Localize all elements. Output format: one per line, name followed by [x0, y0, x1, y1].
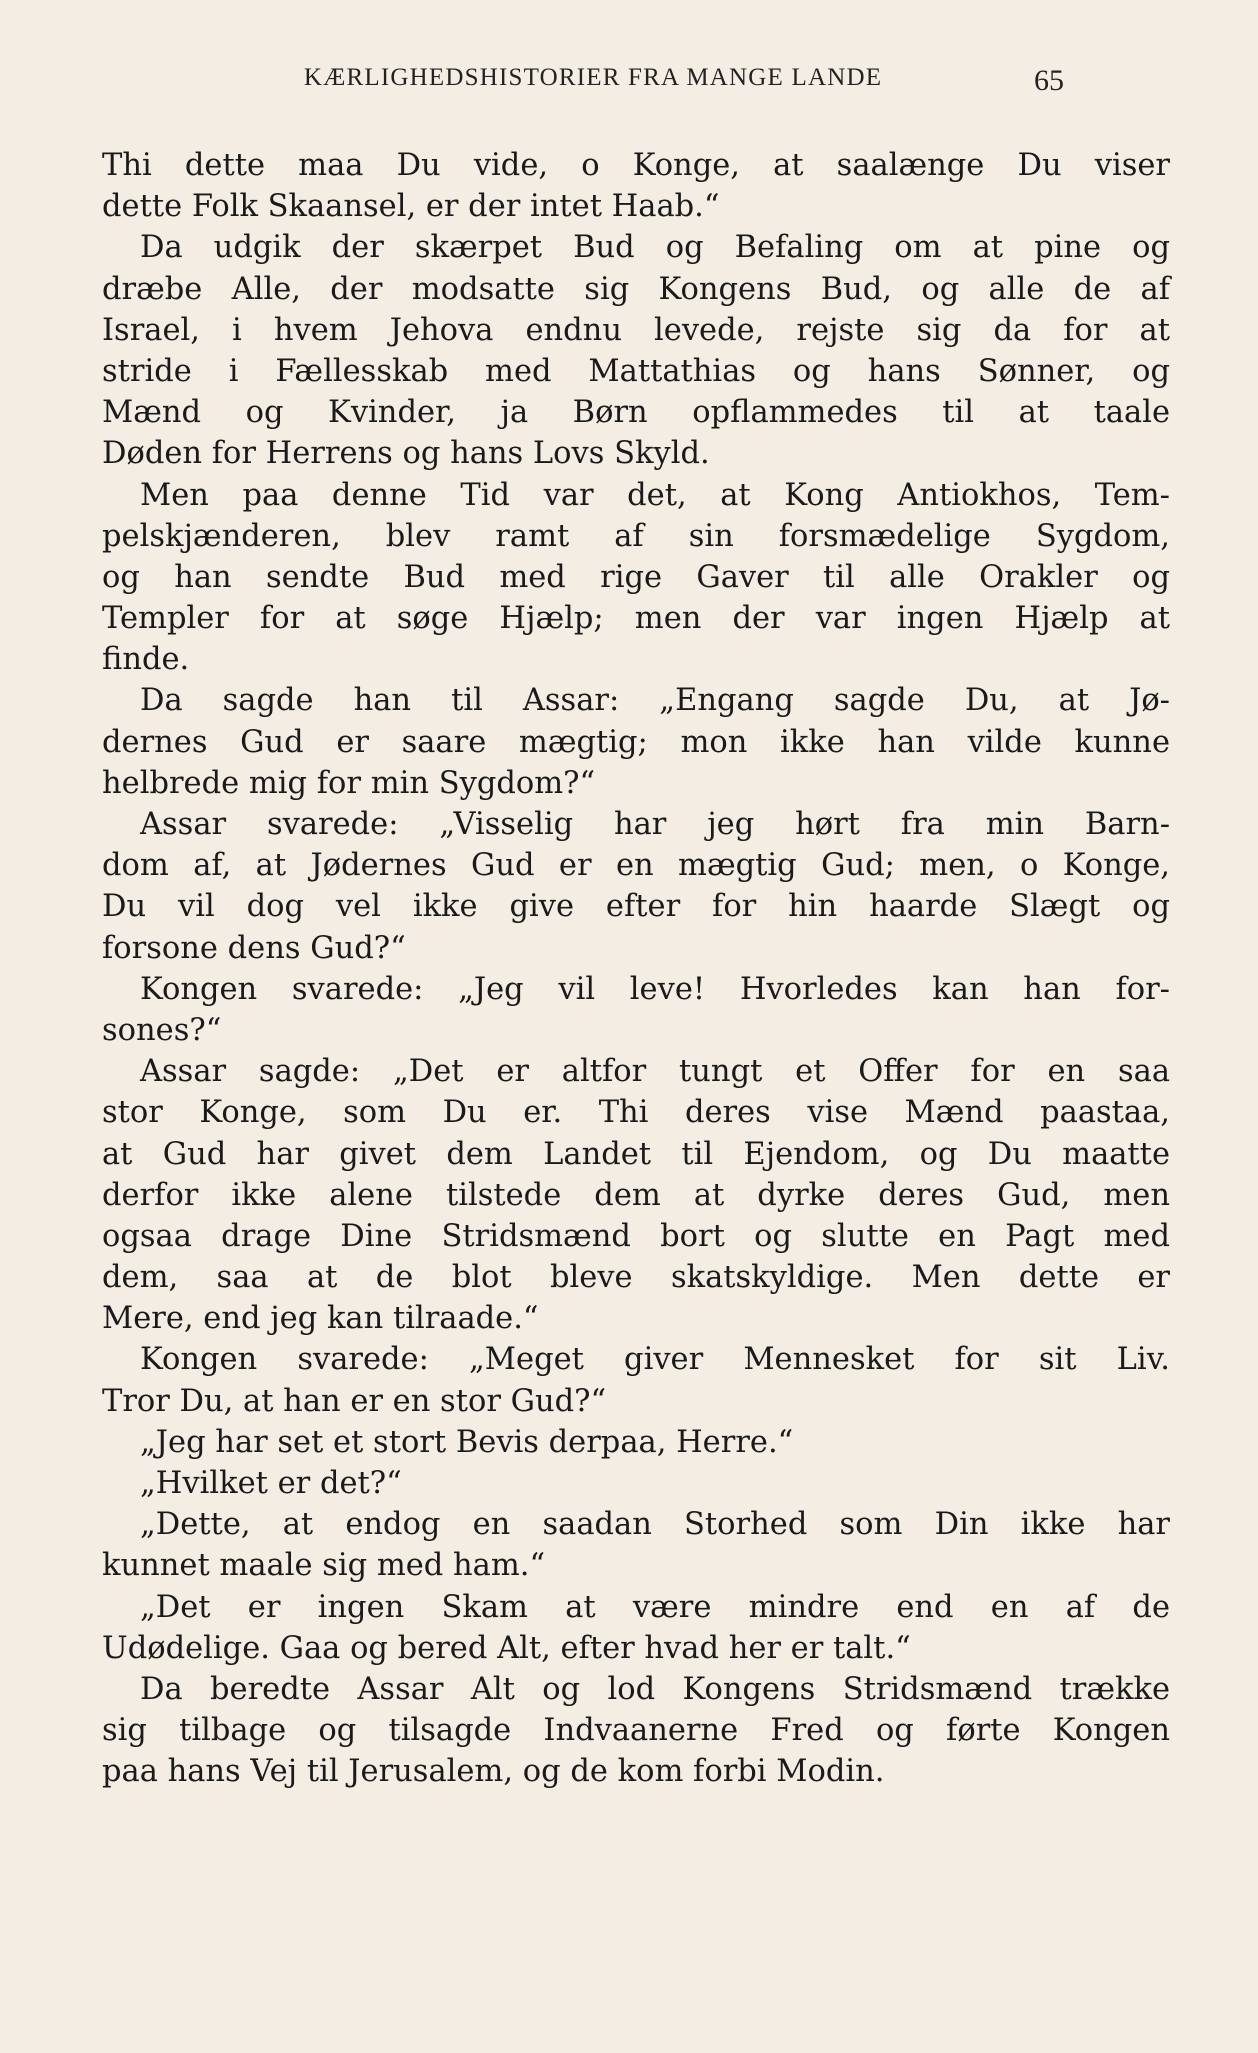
text-line: „Det er ingen Skam at være mindre end en af de	[140, 1589, 1170, 1625]
running-head: KÆRLIGHEDSHISTORIER FRA MANGE LANDE	[303, 64, 883, 91]
text-line: forsone dens Gud?“	[102, 930, 406, 966]
text-line: Kongen svarede: „Jeg vil leve! Hvorledes kan han for-	[140, 971, 1170, 1007]
text-line: stor Konge, som Du er. Thi deres vise Mænd paastaa,	[102, 1095, 1170, 1131]
text-line: dernes Gud er saare mægtig; mon ikke han vilde kunne	[102, 724, 1170, 760]
text-line: Thi dette maa Du vide, o Konge, at saalænge Du viser	[102, 148, 1170, 183]
text-line: Da sagde han til Assar: „Engang sagde Du, at Jø-	[140, 683, 1170, 719]
text-line: sones?“	[102, 1012, 222, 1048]
text-line: dem, saa at de blot bleve skatskyldige. Men dette er	[102, 1260, 1170, 1296]
text-line: „Dette, at endog en saadan Storhed som Din ikke har	[140, 1507, 1170, 1543]
text-line: Assar sagde: „Det er altfor tungt et Offer for en saa	[140, 1054, 1170, 1090]
text-line: derfor ikke alene tilstede dem at dyrke deres Gud, men	[102, 1177, 1170, 1213]
text-line: Tror Du, at han er en stor Gud?“	[102, 1383, 607, 1419]
body-text	[102, 145, 1170, 1793]
text-line: stride i Fællesskab med Mattathias og hans Sønner, og	[102, 353, 1170, 389]
text-line: kunnet maale sig med ham.“	[102, 1548, 546, 1584]
text-line: dom af, at Jødernes Gud er en mægtig Gud; men, o Konge,	[102, 848, 1170, 884]
text-line: Mænd og Kvinder, ja Børn opflammedes til at taale	[102, 395, 1170, 431]
text-line: at Gud har givet dem Landet til Ejendom, og Du maatte	[102, 1136, 1170, 1172]
text-line: Kongen svarede: „Meget giver Mennesket for sit Liv.	[140, 1342, 1170, 1378]
text-line: Da beredte Assar Alt og lod Kongens Stridsmænd trække	[140, 1671, 1170, 1707]
text-line: paa hans Vej til Jerusalem, og de kom forbi Modin.	[102, 1754, 885, 1790]
text-line: Israel, i hvem Jehova endnu levede, rejste sig da for at	[102, 312, 1170, 348]
text-line: dræbe Alle, der modsatte sig Kongens Bud, og alle de af	[102, 271, 1170, 307]
text-line: Da udgik der skærpet Bud og Befaling om at pine og	[140, 230, 1170, 266]
text-line: Men paa denne Tid var det, at Kong Antiokhos, Tem-	[140, 477, 1170, 513]
text-line: pelskjænderen, blev ramt af sin forsmædelige Sygdom,	[102, 518, 1170, 554]
text-line: finde.	[102, 642, 190, 678]
text-line: „Hvilket er det?“	[140, 1466, 402, 1501]
text-line: og han sendte Bud med rige Gaver til alle Orakler og	[102, 559, 1170, 595]
text-line: helbrede mig for min Sygdom?“	[102, 765, 596, 801]
page-number: 65	[1034, 64, 1064, 97]
text-line: sig tilbage og tilsagde Indvaanerne Fred og førte Kongen	[102, 1713, 1170, 1749]
text-line: dette Folk Skaansel, er der intet Haab.“	[102, 189, 720, 225]
text-line: Udødelige. Gaa og bered Alt, efter hvad her er talt.“	[102, 1630, 911, 1666]
text-line: Døden for Herrens og hans Lovs Skyld.	[102, 436, 710, 472]
text-line: Mere, end jeg kan tilraade.“	[102, 1301, 539, 1337]
text-line: „Jeg har set et stort Bevis derpaa, Herre.“	[140, 1424, 794, 1460]
text-line: ogsaa drage Dine Stridsmænd bort og slutte en Pagt med	[102, 1218, 1170, 1254]
text-line: Du vil dog vel ikke give efter for hin haarde Slægt og	[102, 889, 1170, 925]
text-line: Assar svarede: „Visselig har jeg hørt fra min Barn-	[140, 807, 1170, 842]
text-line: Templer for at søge Hjælp; men der var ingen Hjælp at	[102, 601, 1170, 637]
